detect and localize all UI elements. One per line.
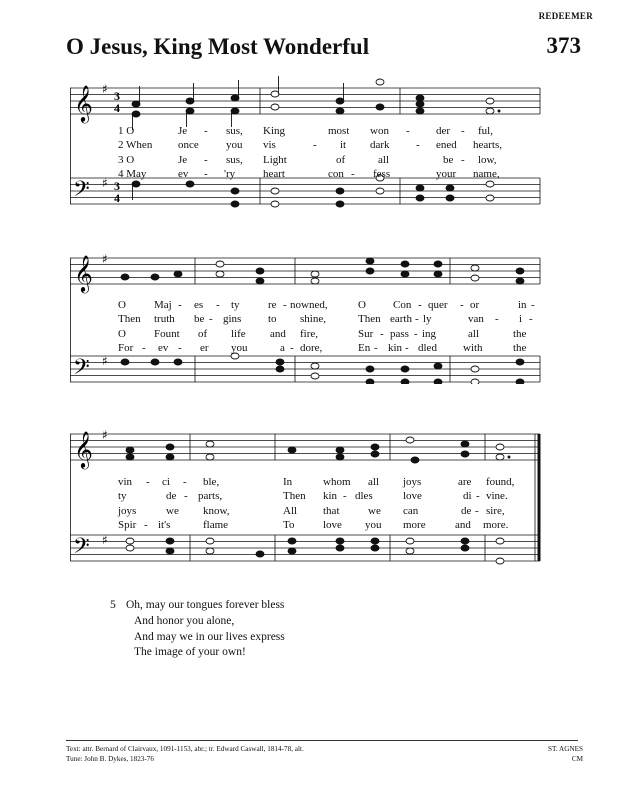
meter: CM — [571, 755, 583, 763]
syllable: ing — [422, 327, 437, 340]
svg-text:𝄢: 𝄢 — [73, 177, 90, 207]
tune-credit: Tune: John B. Dykes, 1823-76 — [66, 755, 154, 763]
syllable: 3 O — [118, 153, 135, 166]
syllable: parts, — [198, 490, 223, 503]
syllable: - — [204, 125, 208, 137]
syllable: Fount — [154, 327, 180, 340]
syllable: joys — [118, 504, 137, 517]
syllable: flame — [203, 518, 229, 531]
syllable: 2 When — [118, 139, 153, 152]
syllable: Then — [283, 490, 306, 503]
syllable: of — [198, 327, 208, 340]
hymn-number: 373 — [546, 33, 581, 58]
syllable: a — [280, 341, 285, 354]
syllable: Then — [358, 313, 381, 326]
footer-divider — [66, 740, 578, 741]
syllable: and — [270, 327, 286, 340]
syllable: once — [178, 139, 199, 152]
syllable: - — [529, 313, 533, 326]
syllable: - — [343, 490, 347, 503]
syllable: Maj — [154, 299, 172, 311]
syllable: be — [194, 313, 205, 326]
verse-2-line — [118, 312, 558, 326]
svg-text:𝄞: 𝄞 — [74, 84, 93, 122]
syllable: hearts, — [473, 139, 503, 152]
syllable: di — [463, 490, 472, 503]
svg-text:4: 4 — [114, 191, 120, 205]
syllable: con — [328, 167, 344, 180]
syllable: - — [178, 299, 182, 311]
syllable: - — [183, 476, 187, 488]
syllable: or — [470, 299, 480, 311]
svg-text:𝄢: 𝄢 — [73, 355, 90, 384]
lyrics-system-3 — [118, 475, 558, 532]
svg-text:𝄢: 𝄢 — [73, 534, 90, 564]
syllable: more. — [483, 518, 509, 531]
tune-info — [548, 744, 583, 764]
svg-text:𝄞: 𝄞 — [74, 430, 93, 468]
syllable: - — [313, 139, 317, 152]
syllable: - — [184, 490, 188, 503]
syllable: Then — [118, 313, 141, 326]
svg-text:♯: ♯ — [102, 176, 108, 190]
svg-text:♯: ♯ — [102, 252, 108, 266]
syllable: joys — [403, 476, 422, 488]
syllable: - — [204, 153, 208, 166]
syllable: dles — [355, 490, 373, 503]
svg-text:3: 3 — [114, 89, 120, 103]
verse-3-line — [118, 504, 558, 518]
syllable: vin — [118, 476, 133, 488]
syllable: won — [370, 125, 389, 137]
syllable: For — [118, 341, 134, 354]
syllable: 1 O — [118, 125, 135, 137]
syllable: the — [513, 341, 527, 354]
syllable: ful, — [478, 125, 493, 137]
syllable: nowned, — [290, 299, 328, 311]
syllable: to — [268, 313, 277, 326]
syllable: - — [142, 341, 146, 354]
syllable: ly — [423, 313, 432, 326]
syllable: we — [166, 504, 179, 517]
stanza-line: Oh, may our tongues forever bless — [126, 599, 285, 611]
svg-text:♯: ♯ — [102, 82, 108, 96]
syllable: found, — [486, 476, 515, 488]
svg-text:4: 4 — [114, 101, 120, 115]
syllable: ble, — [203, 476, 220, 488]
syllable: - — [476, 490, 480, 503]
syllable: the — [513, 327, 527, 340]
syllable: all — [468, 327, 479, 340]
syllable: O — [358, 299, 366, 311]
syllable: are — [458, 476, 472, 488]
syllable: dore, — [300, 341, 323, 354]
verse-1-line — [118, 475, 558, 489]
syllable: kin — [323, 490, 338, 503]
syllable: fire, — [300, 327, 319, 340]
syllable: Sur — [358, 327, 374, 340]
syllable: - — [178, 341, 182, 354]
verse-4-line — [118, 167, 558, 181]
svg-text:𝄞: 𝄞 — [74, 254, 93, 292]
stanza-line: And honor you alone, — [134, 614, 235, 627]
syllable: vine. — [486, 490, 508, 503]
svg-text:♯: ♯ — [102, 428, 108, 442]
syllable: ci — [162, 476, 170, 488]
syllable: En — [358, 341, 371, 354]
syllable: Spir — [118, 518, 137, 531]
syllable: - — [204, 167, 208, 180]
svg-text:♯: ♯ — [102, 533, 108, 547]
section-label: REDEEMER — [538, 11, 593, 21]
syllable: - — [144, 518, 148, 531]
syllable: of — [336, 153, 346, 166]
syllable: - — [351, 167, 355, 180]
stanza-line: And may we in our lives express — [134, 630, 285, 643]
syllable: earth — [390, 313, 412, 326]
syllable: de — [166, 490, 177, 503]
svg-text:3: 3 — [114, 179, 120, 193]
verse-3-line — [118, 153, 558, 167]
lyrics-system-1 — [118, 124, 558, 181]
syllable: dark — [370, 139, 390, 152]
syllable: that — [323, 504, 340, 517]
syllable: dled — [418, 341, 437, 354]
syllable: er — [200, 341, 209, 354]
syllable: sus, — [226, 153, 243, 166]
syllable: heart — [263, 167, 285, 180]
syllable: kin — [388, 341, 403, 354]
syllable: de — [461, 504, 472, 517]
syllable: Light — [263, 153, 287, 166]
tune-name: ST. AGNES — [547, 745, 583, 753]
syllable: name, — [473, 167, 500, 180]
syllable: Je — [178, 153, 188, 166]
syllable: King — [263, 125, 285, 137]
syllable: sire, — [486, 504, 505, 517]
syllable: - — [418, 299, 422, 311]
syllable: can — [403, 504, 419, 517]
stanza-number: 5 — [110, 599, 116, 611]
syllable: ty — [118, 490, 127, 503]
credits — [66, 744, 304, 764]
syllable: it — [340, 139, 347, 152]
syllable: ev — [178, 167, 189, 180]
syllable: O — [118, 327, 126, 340]
syllable: most — [328, 125, 350, 137]
syllable: vis — [263, 139, 276, 152]
syllable: all — [378, 153, 389, 166]
syllable: - — [414, 327, 418, 340]
syllable: in — [518, 299, 527, 311]
syllable: ened — [436, 139, 457, 152]
syllable: re — [268, 299, 277, 311]
syllable: - — [405, 341, 409, 354]
syllable: more — [403, 518, 426, 531]
svg-text:♯: ♯ — [102, 354, 108, 368]
syllable: your — [436, 167, 457, 180]
syllable: quer — [428, 299, 448, 311]
syllable: sus, — [226, 125, 243, 137]
syllable: To — [283, 518, 295, 531]
syllable: you — [226, 139, 243, 152]
syllable: low, — [478, 153, 497, 166]
verse-4-line — [118, 341, 558, 355]
verse-4-line — [118, 518, 558, 532]
syllable: shine, — [300, 313, 326, 326]
syllable: - — [415, 313, 419, 326]
syllable: it's — [158, 518, 171, 531]
syllable: pass — [390, 327, 409, 340]
syllable: - — [146, 476, 150, 488]
verse-1-line — [118, 298, 558, 312]
syllable: - — [416, 139, 420, 152]
lyrics-system-2 — [118, 298, 558, 355]
syllable: - — [406, 125, 410, 137]
syllable: i — [519, 313, 523, 326]
syllable: - — [460, 299, 464, 311]
syllable: know, — [203, 504, 230, 517]
verse-2-line — [118, 489, 558, 503]
syllable: and — [455, 518, 471, 531]
verse-1-line — [118, 124, 558, 138]
syllable: love — [403, 490, 422, 503]
syllable: fess — [373, 167, 391, 180]
syllable: we — [368, 504, 381, 517]
syllable: der — [436, 125, 451, 137]
syllable: Con — [393, 299, 412, 311]
syllable: - — [216, 299, 220, 311]
syllable: Je — [178, 125, 188, 137]
syllable: - — [461, 125, 465, 137]
syllable: - — [374, 341, 378, 354]
syllable: - — [475, 504, 479, 517]
syllable: - — [461, 153, 465, 166]
syllable: all — [368, 476, 379, 488]
syllable: All — [283, 504, 298, 517]
stanza-line: The image of your own! — [134, 646, 246, 659]
syllable: O — [118, 299, 126, 311]
stanza-5 — [110, 598, 285, 661]
syllable: van — [468, 313, 484, 326]
syllable: 4 May — [118, 167, 147, 180]
syllable: - — [495, 313, 499, 326]
syllable: ty — [231, 299, 240, 311]
syllable: - — [283, 299, 287, 311]
syllable: - — [290, 341, 294, 354]
syllable: life — [231, 327, 246, 340]
syllable: - — [209, 313, 213, 326]
hymn-title: O Jesus, King Most Wonderful — [66, 34, 370, 59]
syllable: you — [365, 518, 382, 531]
syllable: love — [323, 518, 342, 531]
syllable: 'ry — [224, 167, 236, 180]
verse-3-line — [118, 327, 558, 341]
syllable: truth — [154, 313, 175, 326]
syllable: you — [231, 341, 248, 354]
text-credit: Text: attr. Bernard of Clairvaux, 1091-1153, abr.; tr. Edward Caswall, 1814-78, alt. — [66, 745, 304, 753]
syllable: - — [380, 327, 384, 340]
syllable: es — [194, 299, 204, 311]
syllable: gins — [223, 313, 242, 326]
verse-2-line — [118, 138, 558, 152]
syllable: - — [531, 299, 535, 311]
syllable: with — [463, 341, 483, 354]
syllable: ev — [158, 341, 169, 354]
syllable: be — [443, 153, 454, 166]
syllable: In — [283, 476, 293, 488]
syllable: whom — [323, 476, 351, 488]
